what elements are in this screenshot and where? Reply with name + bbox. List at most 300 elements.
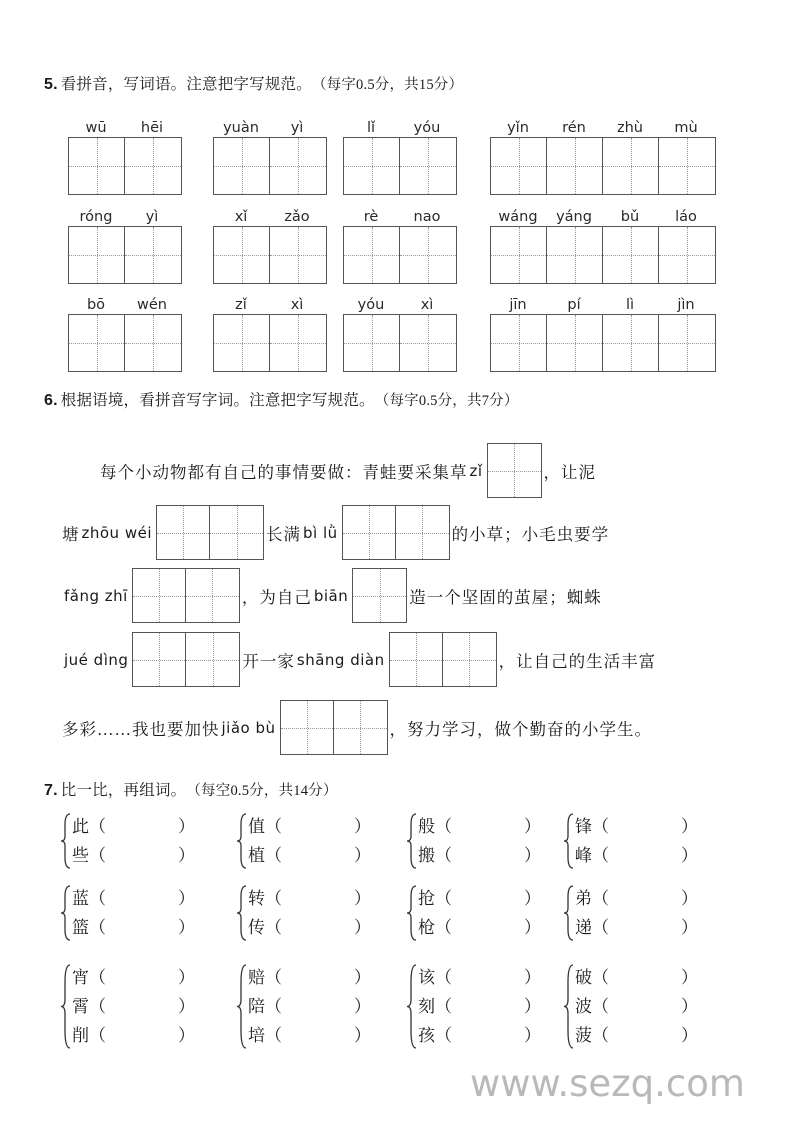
exercise-7-title: 比一比，再组词。	[60, 782, 187, 799]
tianzige-cell[interactable]	[270, 138, 326, 194]
paren-open: （	[89, 817, 106, 836]
tianzige-cell[interactable]	[400, 138, 456, 194]
paren-open: （	[435, 889, 452, 908]
compare-character: 锋	[575, 817, 592, 836]
tianzige-cell[interactable]	[133, 633, 186, 686]
compare-row	[72, 992, 195, 1021]
tianzige-grid[interactable]	[490, 137, 716, 195]
pinyin-syllable: zhù	[617, 119, 643, 136]
paren-close: ）	[354, 918, 371, 937]
pinyin-text: fǎng zhī	[64, 586, 128, 605]
compare-character: 值	[248, 817, 265, 836]
compare-character: 植	[248, 846, 265, 865]
tianzige-grid[interactable]	[280, 700, 388, 755]
pinyin-syllable: bǔ	[620, 208, 640, 225]
sentence-line	[100, 443, 596, 498]
pinyin-syllable: xì	[290, 296, 304, 313]
tianzige-cell[interactable]	[214, 315, 270, 371]
compare-group	[406, 963, 541, 1050]
tianzige-cell[interactable]	[334, 701, 387, 754]
compare-row	[575, 913, 698, 942]
paren-open: （	[592, 889, 609, 908]
tianzige-cell[interactable]	[270, 315, 326, 371]
compare-row	[72, 884, 195, 913]
sentence-line	[62, 505, 609, 560]
paren-open: （	[435, 817, 452, 836]
group-brace-icon	[236, 884, 248, 942]
pinyin-row	[490, 204, 716, 224]
tianzige-cell[interactable]	[69, 315, 125, 371]
word-entry	[343, 292, 457, 372]
compare-character: 抢	[418, 889, 435, 908]
compare-character: 宵	[72, 968, 89, 987]
paren-open: （	[89, 1026, 106, 1045]
tianzige-cell[interactable]	[353, 569, 406, 622]
tianzige-cell[interactable]	[659, 138, 715, 194]
exercise-6-title: 根据语境，看拼音写字词。注意把字写规范。	[60, 392, 375, 409]
paren-close: ）	[178, 817, 195, 836]
paren-close: ）	[681, 968, 698, 987]
compare-row	[72, 913, 195, 942]
tianzige-cell[interactable]	[443, 633, 496, 686]
paren-open: （	[265, 968, 282, 987]
pinyin-row	[213, 292, 327, 312]
compare-rows	[248, 884, 371, 942]
compare-character: 枪	[418, 918, 435, 937]
sentence-text: 造一个坚固的茧屋；蜘蛛	[409, 587, 602, 607]
pinyin-syllable: xǐ	[234, 208, 248, 225]
paren-close: ）	[681, 997, 698, 1016]
paren-open: （	[265, 889, 282, 908]
pinyin-row	[213, 115, 327, 135]
tianzige-grid[interactable]	[343, 137, 457, 195]
compare-rows	[72, 812, 195, 870]
site-watermark: www.sezq.com	[470, 1062, 745, 1105]
sentence-text: 开一家	[242, 651, 295, 671]
tianzige-grid[interactable]	[213, 226, 327, 284]
compare-group	[60, 884, 195, 942]
compare-character: 削	[72, 1026, 89, 1045]
tianzige-cell[interactable]	[603, 138, 659, 194]
tianzige-cell[interactable]	[491, 315, 547, 371]
compare-rows	[418, 812, 541, 870]
exercise-5-heading	[44, 72, 463, 94]
compare-character: 传	[248, 918, 265, 937]
compare-character: 峰	[575, 846, 592, 865]
paren-close: ）	[681, 918, 698, 937]
pinyin-syllable: rén	[562, 119, 586, 136]
compare-row	[418, 1021, 541, 1050]
pinyin-row	[343, 115, 457, 135]
paren-open: （	[265, 1026, 282, 1045]
compare-character: 该	[418, 968, 435, 987]
tianzige-cell[interactable]	[281, 701, 334, 754]
tianzige-cell[interactable]	[344, 315, 400, 371]
paren-close: ）	[524, 997, 541, 1016]
compare-row	[72, 1021, 195, 1050]
sentence-text: ，为自己	[241, 587, 312, 607]
pinyin-syllable: yǐn	[507, 119, 529, 136]
tianzige-cell[interactable]	[186, 569, 239, 622]
paren-open: （	[89, 918, 106, 937]
paren-open: （	[592, 968, 609, 987]
pinyin-syllable: yáng	[556, 208, 592, 225]
paren-close: ）	[178, 918, 195, 937]
tianzige-cell[interactable]	[547, 227, 603, 283]
compare-character: 赔	[248, 968, 265, 987]
word-entry	[490, 204, 716, 284]
paren-close: ）	[524, 968, 541, 987]
sentence-text: 每个小动物都有自己的事情要做：青蛙要采集草	[100, 462, 468, 482]
compare-character: 破	[575, 968, 592, 987]
exercise-7-number: 7.	[44, 782, 58, 799]
compare-rows	[575, 884, 698, 942]
sentence-line	[62, 568, 602, 623]
pinyin-row	[68, 204, 182, 224]
pinyin-syllable: mù	[674, 119, 698, 136]
compare-character: 波	[575, 997, 592, 1016]
pinyin-row	[490, 292, 716, 312]
compare-row	[418, 992, 541, 1021]
pinyin-syllable: nao	[413, 208, 441, 225]
tianzige-cell[interactable]	[344, 227, 400, 283]
group-brace-icon	[563, 963, 575, 1050]
pinyin-syllable: hēi	[140, 119, 164, 136]
paren-open: （	[265, 918, 282, 937]
paren-close: ）	[354, 889, 371, 908]
compare-character: 蓝	[72, 889, 89, 908]
sentence-line	[62, 632, 656, 687]
pinyin-syllable: zǎo	[284, 208, 310, 225]
compare-row	[575, 812, 698, 841]
paren-close: ）	[681, 817, 698, 836]
paren-open: （	[435, 846, 452, 865]
sentence-text: ，让自己的生活丰富	[498, 651, 657, 671]
tianzige-grid[interactable]	[490, 314, 716, 372]
compare-rows	[418, 963, 541, 1050]
paren-open: （	[265, 846, 282, 865]
pinyin-syllable: láo	[675, 208, 697, 225]
tianzige-cell[interactable]	[400, 315, 456, 371]
compare-row	[72, 963, 195, 992]
pinyin-syllable: lì	[625, 296, 635, 313]
compare-character: 菠	[575, 1026, 592, 1045]
paren-open: （	[435, 968, 452, 987]
paren-open: （	[89, 889, 106, 908]
pinyin-syllable: wén	[137, 296, 167, 313]
pinyin-syllable: rè	[363, 208, 379, 225]
paren-close: ）	[681, 889, 698, 908]
compare-row	[418, 841, 541, 870]
tianzige-cell[interactable]	[659, 227, 715, 283]
pinyin-text: bì lǜ	[303, 523, 338, 542]
pinyin-syllable: jìn	[677, 296, 695, 313]
compare-group	[406, 884, 541, 942]
compare-rows	[418, 884, 541, 942]
pinyin-syllable: yóu	[357, 296, 385, 313]
tianzige-grid[interactable]	[68, 226, 182, 284]
compare-row	[575, 841, 698, 870]
group-brace-icon	[60, 812, 72, 870]
compare-row	[575, 992, 698, 1021]
tianzige-cell[interactable]	[270, 227, 326, 283]
compare-character: 搬	[418, 846, 435, 865]
word-entry	[213, 204, 327, 284]
pinyin-syllable: lǐ	[366, 119, 376, 136]
compare-group	[236, 812, 371, 870]
pinyin-syllable: pí	[567, 296, 581, 313]
paren-close: ）	[354, 1026, 371, 1045]
pinyin-syllable: bō	[86, 296, 106, 313]
sentence-text: ，努力学习，做个勤奋的小学生。	[389, 719, 653, 739]
paren-close: ）	[178, 968, 195, 987]
pinyin-syllable: yuàn	[223, 119, 259, 136]
sentence-text: ，让泥	[543, 462, 597, 482]
compare-character: 般	[418, 817, 435, 836]
compare-row	[248, 963, 371, 992]
paren-close: ）	[681, 1026, 698, 1045]
tianzige-grid[interactable]	[352, 568, 407, 623]
compare-character: 递	[575, 918, 592, 937]
paren-close: ）	[524, 846, 541, 865]
pinyin-row	[213, 204, 327, 224]
compare-rows	[575, 963, 698, 1050]
sentence-line	[62, 700, 652, 755]
paren-close: ）	[178, 889, 195, 908]
group-brace-icon	[236, 963, 248, 1050]
compare-group	[236, 963, 371, 1050]
tianzige-grid[interactable]	[132, 632, 240, 687]
compare-row	[72, 812, 195, 841]
compare-character: 刻	[418, 997, 435, 1016]
tianzige-cell[interactable]	[491, 138, 547, 194]
pinyin-text: jué dìng	[64, 650, 129, 669]
tianzige-cell[interactable]	[214, 138, 270, 194]
compare-row	[575, 884, 698, 913]
word-entry	[68, 115, 182, 195]
pinyin-row	[343, 292, 457, 312]
paren-close: ）	[178, 846, 195, 865]
tianzige-grid[interactable]	[68, 314, 182, 372]
pinyin-syllable: yì	[290, 119, 304, 136]
word-entry	[68, 292, 182, 372]
compare-row	[248, 913, 371, 942]
tianzige-cell[interactable]	[491, 227, 547, 283]
compare-group	[563, 963, 698, 1050]
pinyin-text: zhōu wéi	[81, 523, 152, 542]
compare-group	[563, 812, 698, 870]
pinyin-text: zǐ	[469, 461, 483, 480]
compare-character: 陪	[248, 997, 265, 1016]
tianzige-cell[interactable]	[133, 569, 186, 622]
compare-row	[418, 913, 541, 942]
tianzige-grid[interactable]	[343, 226, 457, 284]
group-brace-icon	[406, 812, 418, 870]
word-entry	[490, 292, 716, 372]
pinyin-text: jiǎo bù	[221, 718, 276, 737]
tianzige-cell[interactable]	[69, 227, 125, 283]
group-brace-icon	[236, 812, 248, 870]
paren-close: ）	[524, 1026, 541, 1045]
pinyin-row	[343, 204, 457, 224]
word-entry	[213, 292, 327, 372]
tianzige-grid[interactable]	[490, 226, 716, 284]
compare-rows	[575, 812, 698, 870]
paren-open: （	[265, 997, 282, 1016]
compare-row	[418, 812, 541, 841]
pinyin-syllable: xì	[420, 296, 434, 313]
paren-close: ）	[178, 1026, 195, 1045]
pinyin-syllable: wū	[85, 119, 107, 136]
paren-open: （	[435, 918, 452, 937]
group-brace-icon	[406, 884, 418, 942]
group-brace-icon	[60, 884, 72, 942]
paren-open: （	[592, 817, 609, 836]
pinyin-syllable: róng	[79, 208, 113, 225]
compare-rows	[248, 963, 371, 1050]
compare-row	[575, 963, 698, 992]
tianzige-cell[interactable]	[214, 227, 270, 283]
compare-row	[575, 1021, 698, 1050]
tianzige-cell[interactable]	[69, 138, 125, 194]
exercise-7-score: （每空0.5分，共14分）	[186, 783, 338, 799]
compare-character: 篮	[72, 918, 89, 937]
tianzige-cell[interactable]	[210, 506, 263, 559]
pinyin-syllable: wáng	[498, 208, 538, 225]
paren-close: ）	[681, 846, 698, 865]
word-entry	[213, 115, 327, 195]
tianzige-cell[interactable]	[547, 315, 603, 371]
compare-row	[248, 992, 371, 1021]
compare-character: 霄	[72, 997, 89, 1016]
tianzige-cell[interactable]	[396, 506, 449, 559]
tianzige-cell[interactable]	[125, 315, 181, 371]
paren-close: ）	[524, 889, 541, 908]
paren-open: （	[592, 918, 609, 937]
pinyin-row	[490, 115, 716, 135]
pinyin-syllable: yóu	[413, 119, 441, 136]
compare-group	[236, 884, 371, 942]
compare-character: 些	[72, 846, 89, 865]
group-brace-icon	[563, 812, 575, 870]
tianzige-cell[interactable]	[488, 444, 541, 497]
exercise-6-number: 6.	[44, 392, 58, 409]
compare-group	[406, 812, 541, 870]
tianzige-grid[interactable]	[132, 568, 240, 623]
compare-row	[72, 841, 195, 870]
tianzige-grid[interactable]	[213, 314, 327, 372]
paren-open: （	[435, 1026, 452, 1045]
tianzige-cell[interactable]	[186, 633, 239, 686]
paren-open: （	[89, 997, 106, 1016]
exercise-6-score: （每字0.5分，共7分）	[374, 393, 519, 409]
group-brace-icon	[406, 963, 418, 1050]
paren-open: （	[435, 997, 452, 1016]
paren-close: ）	[524, 817, 541, 836]
tianzige-cell[interactable]	[603, 227, 659, 283]
tianzige-cell[interactable]	[547, 138, 603, 194]
paren-close: ）	[354, 968, 371, 987]
word-entry	[490, 115, 716, 195]
compare-group	[60, 963, 195, 1050]
sentence-text: 塘	[62, 524, 80, 544]
tianzige-grid[interactable]	[389, 632, 497, 687]
exercise-6-heading	[44, 388, 519, 410]
sentence-text: 长满	[266, 524, 301, 544]
tianzige-grid[interactable]	[213, 137, 327, 195]
tianzige-cell[interactable]	[125, 227, 181, 283]
word-entry	[343, 204, 457, 284]
tianzige-grid[interactable]	[342, 505, 450, 560]
pinyin-syllable: zǐ	[235, 296, 247, 313]
compare-row	[248, 841, 371, 870]
paren-open: （	[592, 846, 609, 865]
tianzige-cell[interactable]	[400, 227, 456, 283]
exercise-5-score: （每字0.5分，共15分）	[311, 77, 464, 93]
tianzige-cell[interactable]	[344, 138, 400, 194]
paren-open: （	[89, 846, 106, 865]
tianzige-cell[interactable]	[157, 506, 210, 559]
compare-row	[418, 884, 541, 913]
pinyin-text: biān	[313, 586, 349, 605]
pinyin-text: shāng diàn	[296, 650, 385, 669]
compare-row	[248, 1021, 371, 1050]
tianzige-cell[interactable]	[390, 633, 443, 686]
paren-close: ）	[178, 997, 195, 1016]
tianzige-cell[interactable]	[603, 315, 659, 371]
tianzige-grid[interactable]	[156, 505, 264, 560]
compare-character: 此	[72, 817, 89, 836]
paren-close: ）	[354, 817, 371, 836]
compare-character: 转	[248, 889, 265, 908]
word-entry	[68, 204, 182, 284]
compare-rows	[72, 963, 195, 1050]
compare-group	[563, 884, 698, 942]
group-brace-icon	[563, 884, 575, 942]
compare-rows	[248, 812, 371, 870]
tianzige-grid[interactable]	[343, 314, 457, 372]
compare-row	[248, 884, 371, 913]
tianzige-cell[interactable]	[343, 506, 396, 559]
sentence-text: 多彩……我也要加快	[62, 719, 220, 739]
exercise-5-title: 看拼音，写词语。注意把字写规范。	[60, 76, 312, 93]
word-entry	[343, 115, 457, 195]
compare-character: 培	[248, 1026, 265, 1045]
paren-open: （	[89, 968, 106, 987]
paren-close: ）	[354, 846, 371, 865]
compare-rows	[72, 884, 195, 942]
pinyin-syllable: yì	[145, 208, 159, 225]
paren-open: （	[265, 817, 282, 836]
compare-group	[60, 812, 195, 870]
paren-close: ）	[524, 918, 541, 937]
pinyin-row	[68, 115, 182, 135]
tianzige-cell[interactable]	[659, 315, 715, 371]
compare-row	[248, 812, 371, 841]
pinyin-row	[68, 292, 182, 312]
exercise-5-number: 5.	[44, 76, 58, 93]
compare-row	[418, 963, 541, 992]
group-brace-icon	[60, 963, 72, 1050]
tianzige-grid[interactable]	[487, 443, 542, 498]
tianzige-grid[interactable]	[68, 137, 182, 195]
compare-character: 孩	[418, 1026, 435, 1045]
compare-character: 弟	[575, 889, 592, 908]
paren-close: ）	[354, 997, 371, 1016]
tianzige-cell[interactable]	[125, 138, 181, 194]
exercise-7-heading	[44, 778, 338, 800]
pinyin-syllable: jīn	[509, 296, 527, 313]
